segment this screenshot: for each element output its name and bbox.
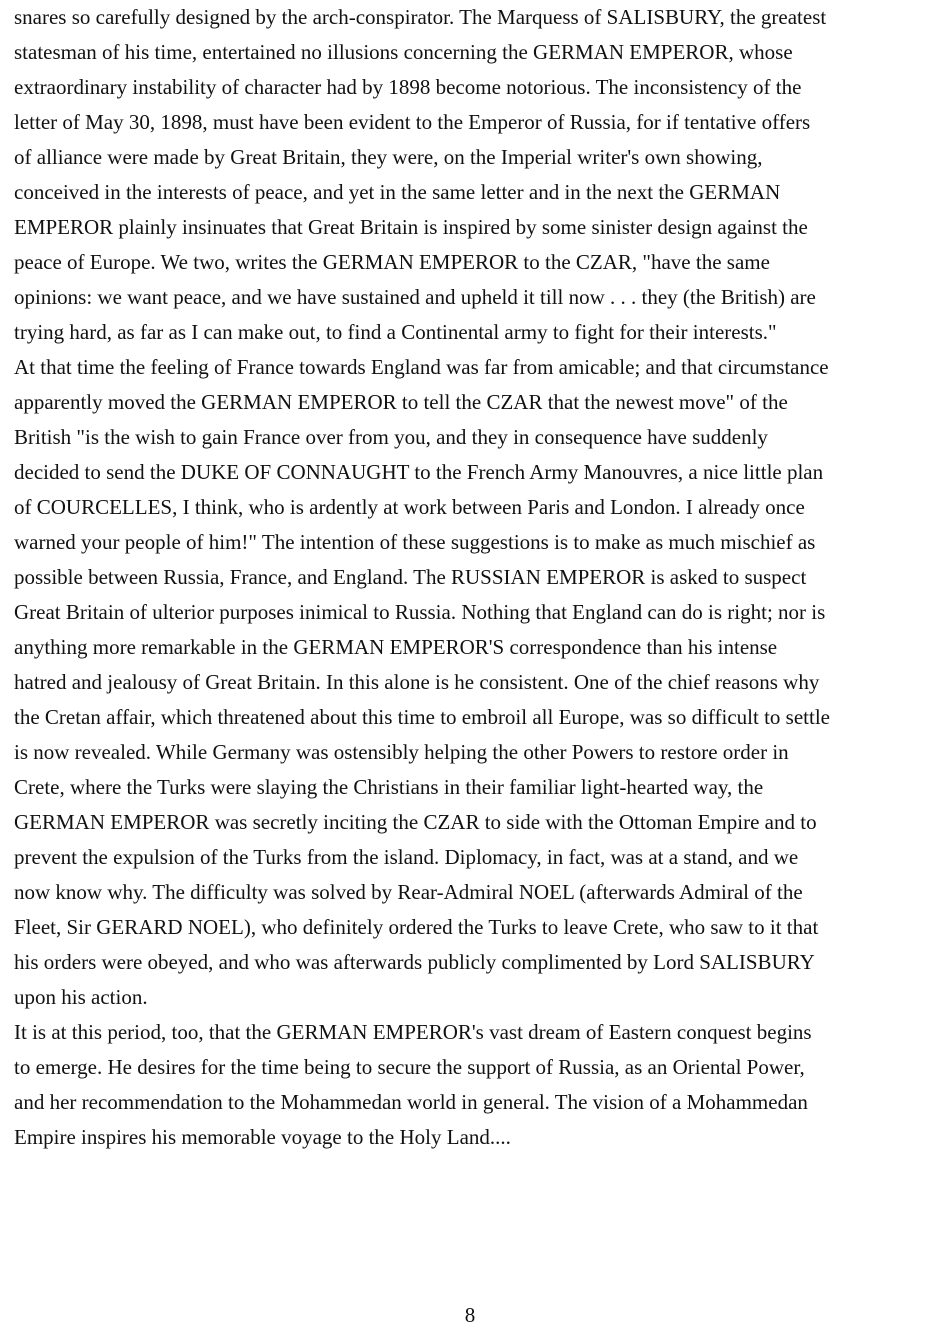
paragraph-1: snares so carefully designed by the arch-conspirator. The Marquess of SALISBURY, the greatest statesman of his time, entertained no illusions concerning the GERMAN EMPEROR, whose extraordinary instability of character had by 1898 become notorious. The inconsistency of the letter of May 30, 1898, must have been evident to the Emperor of Russia, for if tentative offers of alliance were made by Great Britain, they were, on the Imperial writer's own showing, conceived in the interests of peace, and yet in the same letter and in the next the GERMAN EMPEROR plainly insinuates that Great Britain is inspired by some sinister design against the peace of Europe. We two, writes the GERMAN EMPEROR to the CZAR, "have the same opinions: we want peace, and we have sustained and upheld it till now . . . they (the British) are trying hard, as far as I can make out, to find a Continental army to fight for their interests." bbox=[14, 5, 827, 344]
paragraph-2: At that time the feeling of France towards England was far from amicable; and that circumstance apparently moved the GERMAN EMPEROR to tell the CZAR that the newest move" of the British "is the wish to gain France over from you, and they in consequence have suddenly decided to send the DUKE OF CONNAUGHT to the French Army Manouvres, a nice little plan of COURCELLES, I think, who is ardently at work between Paris and London. I already once warned your people of him!" The intention of these suggestions is to make as much mischief as possible between Russia, France, and England. The RUSSIAN EMPEROR is asked to suspect Great Britain of ulterior purposes inimical to Russia. Nothing that England can do is right; nor is anything more remarkable in the GERMAN EMPEROR'S correspondence than his intense hatred and jealousy of Great Britain. In this alone is he consistent. One of the chief reasons why the Cretan affair, which threatened about this time to embroil all Europe, was so difficult to settle is now revealed. While Germany was ostensibly helping the other Powers to restore order in Crete, where the Turks were slaying the Christians in their familiar light-hearted way, the GERMAN EMPEROR was secretly inciting the CZAR to side with the Ottoman Empire and to prevent the expulsion of the Turks from the island. Diplomacy, in fact, was at a stand, and we now know why. The difficulty was solved by Rear-Admiral NOEL (afterwards Admiral of the Fleet, Sir GERARD NOEL), who definitely ordered the Turks to leave Crete, who saw to it that his orders were obeyed, and who was afterwards publicly complimented by Lord SALISBURY upon his action. bbox=[14, 355, 830, 1009]
page-number: 8 bbox=[464, 1303, 476, 1327]
paragraph-3: It is at this period, too, that the GERMAN EMPEROR's vast dream of Eastern conquest begins to emerge. He desires for the time being to secure the support of Russia, as an Oriental Power, and her recommendation to the Mohammedan world in general. The vision of a Mohammedan Empire inspires his memorable voyage to the Holy Land.... bbox=[14, 1020, 812, 1149]
page-body bbox=[14, 0, 928, 1155]
